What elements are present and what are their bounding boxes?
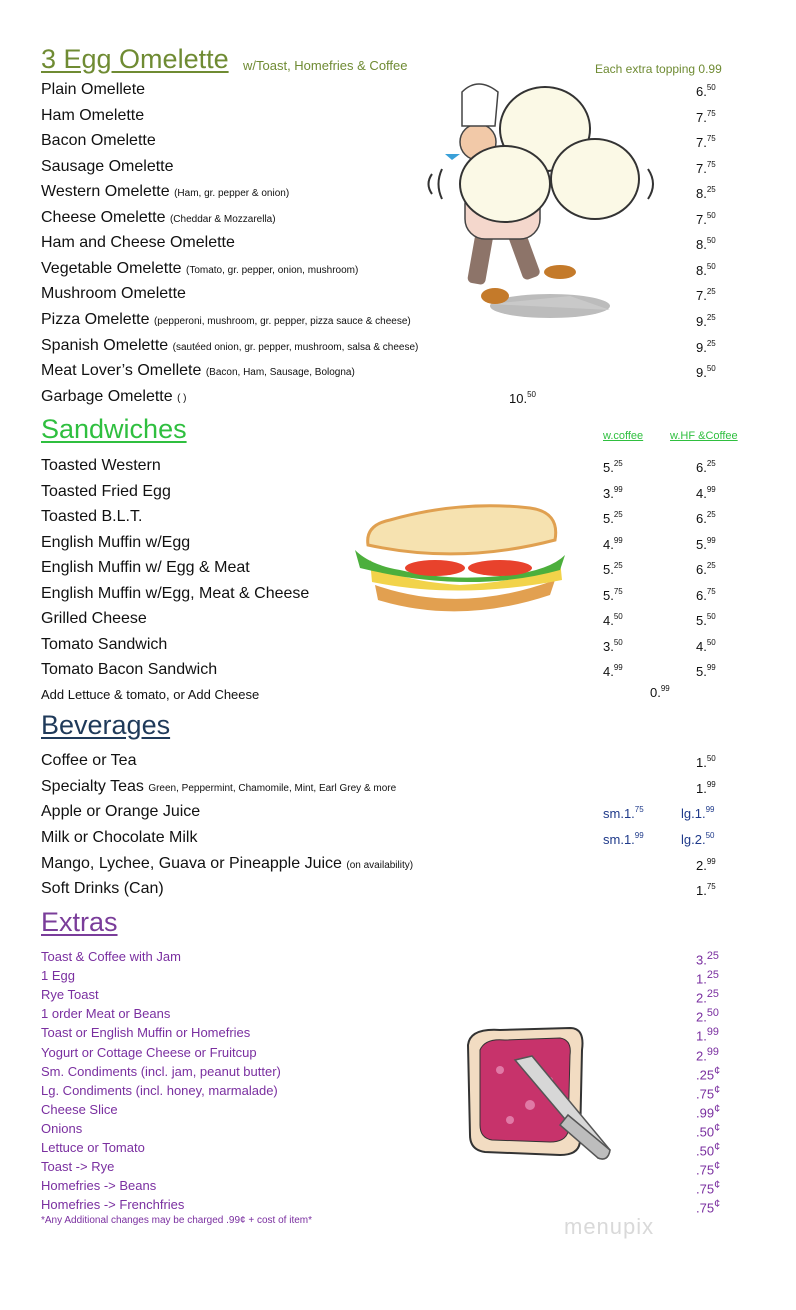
omelette-price-cents: 50 [706, 364, 716, 373]
omelette-item-detail: ( ) [177, 393, 187, 404]
omelette-item-detail: (Cheddar & Mozzarella) [169, 214, 276, 225]
extras-price-cents: 25 [706, 988, 719, 1000]
sandwich-price-cents: 99 [613, 663, 623, 672]
beverage-sized-item-name: Apple or Orange Juice [41, 803, 201, 820]
extras-price-value: 1. [696, 971, 707, 987]
chef-carrying-eggs-illustration [420, 74, 665, 324]
sandwich-price-with-hf-coffee [696, 663, 716, 679]
extras-price-value: .50 [696, 1124, 715, 1140]
sandwich-addon-price: 0.99 [650, 684, 670, 700]
extras-price-cents: ¢ [714, 1198, 721, 1210]
omelette-price-value: 7. [696, 135, 707, 150]
extras-price-cents: 25 [706, 950, 719, 962]
extras-item-name: Toast or English Muffin or Homefries [41, 1025, 251, 1040]
sandwich-price-value: 4. [603, 613, 614, 628]
extras-item-price [696, 1198, 720, 1215]
sandwich-price-with-coffee [603, 663, 623, 679]
sandwich-item-name: Tomato Bacon Sandwich [41, 661, 218, 678]
omelette-price-value: 9. [696, 340, 707, 355]
sandwich-col-coffee-header: w.coffee [603, 430, 644, 442]
beverage-item-name: Mango, Lychee, Guava or Pineapple Juice (on availability) [41, 855, 414, 872]
extras-item-name: Onions [41, 1121, 83, 1136]
sandwich-price-with-coffee [603, 587, 623, 603]
sandwich-price-with-coffee [603, 612, 623, 628]
omelette-item-price [696, 339, 716, 355]
sandwich-price-cents: 99 [613, 485, 623, 494]
omelette-item-label: Cheese Omelette [41, 209, 166, 226]
extras-item-price [696, 1084, 720, 1101]
omelette-item-price [696, 211, 716, 227]
sandwich-item-name: Grilled Cheese [41, 610, 147, 627]
sandwich-price-cents: 75 [706, 587, 716, 596]
omelette-price-cents: 50 [706, 83, 716, 92]
omelette-item-label: Sausage Omelette [41, 158, 174, 175]
sandwich-price-with-hf-coffee [696, 612, 716, 628]
omelette-item-name [41, 388, 187, 406]
extras-price-cents: ¢ [714, 1179, 721, 1191]
extras-price-cents: 50 [706, 1007, 719, 1019]
sandwich-col-hf-coffee-header: w.HF &Coffee [670, 430, 738, 442]
sandwich-price-with-hf-coffee [696, 485, 716, 501]
sandwich-price-value: 5. [696, 664, 707, 679]
extras-price-cents: 99 [706, 1026, 719, 1038]
extras-item-price [696, 1122, 720, 1139]
extras-item-price [696, 1065, 720, 1082]
omelette-price-value: 7. [696, 212, 707, 227]
extras-item-name: Sm. Condiments (incl. jam, peanut butter) [41, 1064, 281, 1079]
sandwich-price-value: 4. [603, 537, 614, 552]
extras-price-cents: 25 [706, 969, 719, 981]
sandwich-price-cents: 99 [613, 536, 623, 545]
omelette-item-label: Vegetable Omelette [41, 260, 182, 277]
sandwich-item-name: Toasted Western [41, 457, 161, 474]
beverage-item-price: 2.99 [696, 857, 716, 873]
extras-item-price [696, 950, 719, 967]
omelette-item-label: Mushroom Omelette [41, 285, 186, 302]
extras-price-value: .99 [696, 1105, 715, 1121]
extras-price-cents: ¢ [714, 1141, 721, 1153]
omelette-item-detail: (Ham, gr. pepper & onion) [174, 188, 290, 199]
omelette-item-price [696, 364, 716, 380]
extras-footnote: *Any Additional changes may be charged .99¢ + cost of item* [41, 1215, 313, 1226]
sandwich-price-value: 6. [696, 562, 707, 577]
omelette-price-value: 8. [696, 237, 707, 252]
beverage-large-price: lg.2.50 [681, 831, 715, 847]
omelette-subtitle: w/Toast, Homefries & Coffee [243, 58, 408, 73]
omelette-item-detail: (sautéed onion, gr. pepper, mushroom, salsa & cheese) [172, 342, 419, 353]
omelette-price-value: 9. [696, 314, 707, 329]
sandwich-price-value: 5. [603, 588, 614, 603]
extra-topping-note: Each extra topping 0.99 [595, 62, 722, 76]
omelette-item-price [696, 109, 716, 125]
omelette-price-cents: 75 [706, 134, 716, 143]
beverage-item-price: 1.50 [696, 754, 716, 770]
omelette-price-cents: 75 [706, 160, 716, 169]
extras-price-cents: ¢ [714, 1103, 721, 1115]
extras-price-value: .75 [696, 1086, 715, 1102]
extras-price-cents: 99 [706, 1046, 719, 1058]
sandwich-price-cents: 25 [613, 561, 623, 570]
omelette-item-label: Pizza Omelette [41, 311, 150, 328]
extras-price-cents: ¢ [714, 1160, 721, 1172]
omelette-item-name [41, 209, 276, 227]
extras-price-value: 2. [696, 1048, 707, 1064]
omelette-item-name [41, 107, 144, 125]
sandwich-price-value: 4. [696, 639, 707, 654]
omelette-item-price [696, 185, 716, 201]
omelette-price-value: 6. [696, 84, 707, 99]
extras-item-price [696, 1026, 719, 1043]
omelette-price-cents: 75 [706, 109, 716, 118]
sandwich-price-with-coffee [603, 510, 623, 526]
sandwich-price-value: 5. [696, 613, 707, 628]
sandwich-price-with-hf-coffee [696, 561, 716, 577]
sandwich-price-value: 6. [696, 588, 707, 603]
omelette-price-value: 10. [509, 391, 528, 406]
extras-item-name: Homefries -> Beans [41, 1178, 157, 1193]
sandwich-price-value: 3. [603, 639, 614, 654]
extras-item-price [696, 969, 719, 986]
toast-with-jam-illustration [460, 1020, 620, 1170]
sandwich-price-value: 6. [696, 460, 707, 475]
omelette-item-name [41, 132, 156, 150]
beverage-small-price: sm.1.75 [603, 805, 644, 821]
omelette-price-value: 7. [696, 288, 707, 303]
beverage-item-name: Coffee or Tea [41, 752, 137, 769]
sandwich-price-cents: 25 [706, 459, 716, 468]
extras-item-price [696, 1141, 720, 1158]
extras-price-value: .75 [696, 1181, 715, 1197]
sandwich-illustration [350, 500, 570, 615]
omelette-item-label: Spanish Omelette [41, 337, 169, 354]
sandwich-item-name: Toasted Fried Egg [41, 483, 171, 500]
omelette-item-name [41, 285, 186, 303]
sandwich-price-with-coffee [603, 638, 623, 654]
sandwich-item-name: English Muffin w/Egg [41, 534, 191, 551]
sandwich-price-cents: 99 [706, 536, 716, 545]
extras-item-name: Cheese Slice [41, 1102, 118, 1117]
omelette-price-cents: 50 [527, 390, 536, 399]
extras-item-price [696, 1179, 720, 1196]
omelette-price-value: 7. [696, 161, 707, 176]
omelette-item-price [696, 160, 716, 176]
extras-price-value: 1. [696, 1028, 707, 1044]
extras-price-value: 2. [696, 1009, 707, 1025]
beverage-item-name: Soft Drinks (Can) [41, 880, 164, 897]
omelette-item-price [696, 134, 716, 150]
omelette-price-cents: 50 [706, 211, 716, 220]
sandwich-price-value: 5. [696, 537, 707, 552]
extras-item-name: Rye Toast [41, 987, 99, 1002]
omelette-item-price [696, 287, 716, 303]
omelette-price-cents: 25 [706, 185, 716, 194]
omelette-price-cents: 50 [706, 262, 716, 271]
sandwich-price-cents: 99 [706, 485, 716, 494]
sandwich-price-with-hf-coffee [696, 587, 716, 603]
sandwich-price-with-hf-coffee [696, 459, 716, 475]
sandwich-price-value: 4. [696, 486, 707, 501]
sandwich-price-value: 5. [603, 460, 614, 475]
menupix-watermark: menupix [564, 1214, 655, 1239]
extras-price-value: .75 [696, 1162, 715, 1178]
omelette-item-detail: (pepperoni, mushroom, gr. pepper, pizza sauce & cheese) [153, 316, 411, 327]
sandwich-price-cents: 50 [613, 612, 623, 621]
omelette-price-cents: 25 [706, 287, 716, 296]
sandwich-price-with-hf-coffee [696, 536, 716, 552]
sandwich-price-value: 5. [603, 562, 614, 577]
omelette-price-value: 8. [696, 263, 707, 278]
sandwich-item-name: Toasted B.L.T. [41, 508, 143, 525]
extras-heading: Extras [41, 907, 118, 937]
sandwich-price-cents: 25 [613, 510, 623, 519]
omelette-item-price [696, 262, 716, 278]
extras-price-value: .25 [696, 1067, 715, 1083]
beverage-item-name: Specialty Teas Green, Peppermint, Chamomile, Mint, Earl Grey & more [41, 778, 397, 795]
extras-item-name: Lg. Condiments (incl. honey, marmalade) [41, 1083, 278, 1098]
omelette-item-name [41, 337, 418, 355]
extras-price-value: .50 [696, 1143, 715, 1159]
omelette-item-detail: (Tomato, gr. pepper, onion, mushroom) [186, 265, 359, 276]
extras-item-price [696, 1007, 719, 1024]
sandwich-price-value: 6. [696, 511, 707, 526]
sandwich-price-cents: 25 [613, 459, 623, 468]
sandwich-price-cents: 25 [706, 510, 716, 519]
beverages-heading: Beverages [41, 710, 171, 740]
omelette-item-label: Plain Omellete [41, 81, 146, 98]
sandwich-addon-label: Add Lettuce & tomato, or Add Cheese [41, 687, 260, 702]
omelette-price-cents: 25 [706, 339, 716, 348]
sandwich-price-with-coffee [603, 561, 623, 577]
extras-item-price [696, 1046, 719, 1063]
omelette-item-name [41, 311, 411, 329]
sandwich-price-with-hf-coffee [696, 510, 716, 526]
omelette-item-label: Ham Omelette [41, 107, 145, 124]
sandwich-price-with-coffee [603, 459, 623, 475]
extras-item-name: Toast -> Rye [41, 1159, 115, 1174]
omelette-price-value: 9. [696, 365, 707, 380]
omelette-item-name [41, 158, 174, 176]
omelette-item-name [41, 183, 289, 201]
sandwich-price-cents: 25 [706, 561, 716, 570]
extras-item-price [696, 1103, 720, 1120]
omelette-item-label: Ham and Cheese Omelette [41, 234, 235, 251]
omelette-price-cents: 50 [706, 236, 716, 245]
omelette-price-value: 7. [696, 110, 707, 125]
extras-item-name: Homefries -> Frenchfries [41, 1197, 185, 1212]
omelette-heading: 3 Egg Omelette [41, 44, 229, 74]
sandwich-price-with-coffee [603, 536, 623, 552]
extras-item-price [696, 988, 719, 1005]
beverage-item-price: 1.75 [696, 882, 716, 898]
sandwich-price-value: 5. [603, 511, 614, 526]
omelette-item-label: Bacon Omelette [41, 132, 156, 149]
omelette-item-price [696, 236, 716, 252]
omelette-item-price [509, 390, 536, 406]
sandwich-price-cents: 50 [613, 638, 623, 647]
extras-item-name: Yogurt or Cottage Cheese or Fruitcup [41, 1045, 257, 1060]
extras-price-value: 3. [696, 952, 707, 968]
sandwich-price-cents: 99 [706, 663, 716, 672]
extras-price-cents: ¢ [714, 1065, 721, 1077]
omelette-item-name [41, 260, 358, 278]
beverage-sized-item-name: Milk or Chocolate Milk [41, 829, 198, 846]
omelette-price-cents: 25 [706, 313, 716, 322]
extras-item-name: 1 Egg [41, 968, 75, 983]
sandwich-item-name: English Muffin w/ Egg & Meat [41, 559, 250, 576]
sandwich-price-value: 3. [603, 486, 614, 501]
beverage-large-price: lg.1.99 [681, 805, 715, 821]
sandwiches-heading: Sandwiches [41, 414, 187, 444]
extras-item-price [696, 1160, 720, 1177]
beverage-small-price: sm.1.99 [603, 831, 644, 847]
extras-price-value: 2. [696, 990, 707, 1006]
extras-item-name: 1 order Meat or Beans [41, 1006, 171, 1021]
extras-price-cents: ¢ [714, 1122, 721, 1134]
omelette-item-label: Meat Lover’s Omellete [41, 362, 202, 379]
omelette-item-name [41, 234, 235, 252]
omelette-item-price [696, 83, 716, 99]
sandwich-price-value: 4. [603, 664, 614, 679]
omelette-item-label: Garbage Omelette [41, 388, 173, 405]
omelette-price-value: 8. [696, 186, 707, 201]
sandwich-price-with-hf-coffee [696, 638, 716, 654]
sandwich-price-with-coffee [603, 485, 623, 501]
omelette-item-price [696, 313, 716, 329]
sandwich-item-name: Tomato Sandwich [41, 636, 168, 653]
extras-item-name: Lettuce or Tomato [41, 1140, 145, 1155]
sandwich-price-cents: 50 [706, 638, 716, 647]
sandwich-item-name: English Muffin w/Egg, Meat & Cheese [41, 585, 310, 602]
omelette-item-label: Western Omelette [41, 183, 170, 200]
extras-price-cents: ¢ [714, 1084, 721, 1096]
omelette-item-name [41, 362, 355, 380]
omelette-item-detail: (Bacon, Ham, Sausage, Bologna) [205, 367, 355, 378]
sandwich-price-cents: 50 [706, 612, 716, 621]
beverage-item-price: 1.99 [696, 780, 716, 796]
extras-item-name: Toast & Coffee with Jam [41, 949, 181, 964]
sandwich-price-cents: 75 [613, 587, 623, 596]
omelette-item-name [41, 81, 145, 99]
extras-price-value: .75 [696, 1200, 715, 1216]
